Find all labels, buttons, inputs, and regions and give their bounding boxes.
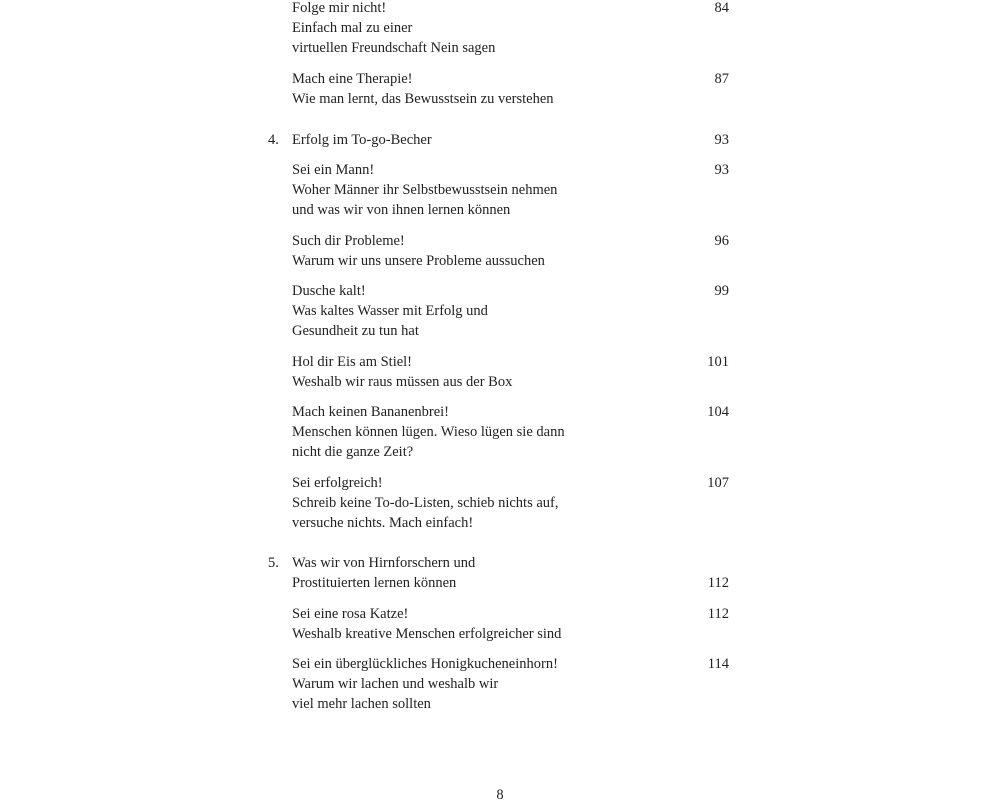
- toc-entry: [292, 160, 729, 220]
- entry-subtitle-line: Weshalb kreative Menschen erfolgreicher sind: [292, 626, 562, 642]
- entry-title: Mach keinen Bananenbrei!: [292, 404, 450, 420]
- entry-page-number: 104: [707, 404, 729, 420]
- entry-subtitle-line: nicht die ganze Zeit?: [292, 444, 414, 460]
- entry-subtitle-line: viel mehr lachen sollten: [292, 696, 431, 712]
- entry-subtitle-line: Woher Männer ihr Selbstbewusstsein nehmen: [292, 182, 558, 198]
- chapter-number: 5.: [268, 555, 279, 571]
- toc-entry: [292, 352, 729, 392]
- chapter-number: 4.: [268, 132, 279, 148]
- entry-subtitle-line: Schreib keine To-do-Listen, schieb nichts auf,: [292, 495, 559, 511]
- entry-title: Hol dir Eis am Stiel!: [292, 354, 413, 370]
- toc-entry: [292, 604, 729, 644]
- entry-page-number: 107: [707, 475, 729, 491]
- entry-title: Folge mir nicht!: [292, 0, 387, 16]
- entry-page-number: 84: [714, 0, 729, 16]
- entry-title: Sei erfolgreich!: [292, 475, 383, 491]
- entry-subtitle-line: Menschen können lügen. Wieso lügen sie dann: [292, 424, 565, 440]
- entry-subtitle-line: Warum wir uns unsere Probleme aussuchen: [292, 253, 545, 269]
- entry-subtitle-line: versuche nichts. Mach einfach!: [292, 515, 474, 531]
- entry-subtitle-line: Weshalb wir raus müssen aus der Box: [292, 374, 513, 390]
- entry-subtitle-line: Wie man lernt, das Bewusstsein zu verstehen: [292, 91, 554, 107]
- entry-subtitle-line: Einfach mal zu einer: [292, 20, 413, 36]
- entry-title: Such dir Probleme!: [292, 233, 405, 249]
- page-number: 8: [496, 787, 504, 803]
- toc-entry: [292, 473, 729, 533]
- entry-page-number: 87: [714, 71, 729, 87]
- chapter-title-line: Was wir von Hirnforschern und: [292, 555, 476, 571]
- toc-entry: [292, 402, 729, 462]
- entry-page-number: 96: [714, 233, 729, 249]
- entry-subtitle-line: Was kaltes Wasser mit Erfolg und: [292, 303, 488, 319]
- entry-title: Sei eine rosa Katze!: [292, 606, 409, 622]
- chapter-title-line: Erfolg im To-go-Becher: [292, 132, 432, 148]
- entry-page-number: 114: [707, 656, 729, 672]
- entry-title: Sei ein Mann!: [292, 162, 375, 178]
- toc-entry: [292, 654, 729, 714]
- chapter-page-number: 112: [707, 575, 729, 591]
- entry-subtitle-line: Gesundheit zu tun hat: [292, 323, 419, 339]
- toc-entry: [292, 69, 729, 109]
- entry-title: Mach eine Therapie!: [292, 71, 413, 87]
- entry-page-number: 99: [714, 283, 729, 299]
- chapter-heading: [268, 553, 729, 593]
- entry-page-number: 112: [707, 606, 729, 622]
- entry-title: Dusche kalt!: [292, 283, 366, 299]
- toc-entry: [292, 0, 729, 58]
- entry-page-number: 101: [707, 354, 729, 370]
- chapter-title-line: Prostituierten lernen können: [292, 575, 457, 591]
- chapter-page-number: 93: [714, 132, 729, 148]
- entry-page-number: 93: [714, 162, 729, 178]
- entry-title: Sei ein überglückliches Honigkucheneinhorn!: [292, 656, 558, 672]
- entry-subtitle-line: Warum wir lachen und weshalb wir: [292, 676, 499, 692]
- entry-subtitle-line: virtuellen Freundschaft Nein sagen: [292, 40, 496, 56]
- toc-entry: [292, 231, 729, 271]
- entry-subtitle-line: und was wir von ihnen lernen können: [292, 202, 511, 218]
- toc-entry: [292, 281, 729, 341]
- chapter-heading: [268, 130, 729, 150]
